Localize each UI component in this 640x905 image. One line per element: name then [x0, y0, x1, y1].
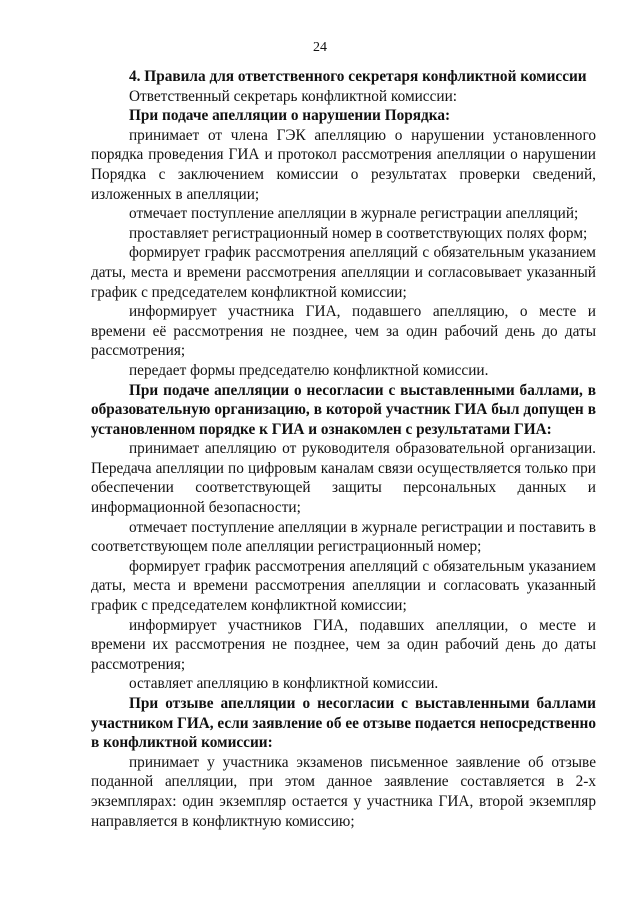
section-heading: При подаче апелляции о несогласии с выставленными баллами, в образовательную организацию, в которой участник ГИА был допущен в установленном порядке к ГИА и ознакомлен с результатами ГИА: — [91, 381, 596, 438]
section-heading: При подаче апелляции о нарушении Порядка: — [129, 107, 451, 125]
paragraph: принимает апелляцию от руководителя образовательной организации. Передача апелляции по цифровым каналам связи осуществляется только при обеспечении соответствующей защиты персональных данных и информационной безопасности; — [91, 440, 596, 517]
document-body — [91, 67, 596, 831]
paragraph: проставляет регистрационный номер в соответствующих полях форм; — [129, 224, 588, 242]
paragraph: передает формы председателю конфликтной комиссии. — [129, 361, 489, 379]
paragraph: формирует график рассмотрения апелляций с обязательным указанием даты, места и времени рассмотрения апелляции и согласовать указанный график с председателем конфликтной комиссии; — [91, 557, 596, 615]
paragraph: формирует график рассмотрения апелляций с обязательным указанием даты, места и времени рассмотрения апелляции и согласовывает указанный график с председателем конфликтной комиссии; — [91, 244, 596, 301]
paragraph: принимает от члена ГЭК апелляцию о нарушении установленного порядка проведения ГИА и протокол рассмотрения апелляции о нарушении Порядка с заключением комиссии о результатах проверки сведений, изложенных в апелляции; — [91, 126, 596, 203]
paragraph: информирует участника ГИА, подавшего апелляцию, о месте и времени её рассмотрения не позднее, чем за один рабочий день до даты рассмотрения; — [91, 303, 596, 360]
paragraph: Ответственный секретарь конфликтной комиссии: — [129, 87, 458, 105]
paragraph: оставляет апелляцию в конфликтной комиссии. — [129, 675, 439, 693]
paragraph: отмечает поступление апелляции в журнале регистрации и поставить в соответствующем поле апелляции регистрационный номер; — [91, 518, 596, 556]
paragraph: отмечает поступление апелляции в журнале регистрации апелляций; — [129, 205, 579, 223]
paragraph: принимает у участника экзаменов письменное заявление об отзыве поданной апелляции, при этом данное заявление составляется в 2-х экземплярах: один экземпляр остается у участника ГИА, второй экземпляр направляется в конфликтную комиссию; — [91, 753, 596, 830]
paragraph: информирует участников ГИА, подавших апелляции, о месте и времени их рассмотрения не позднее, чем за один рабочий день до даты рассмотрения; — [91, 616, 596, 673]
page-number: 24 — [313, 40, 327, 55]
section-heading: 4. Правила для ответственного секретаря конфликтной комиссии — [129, 68, 587, 85]
section-heading: При отзыве апелляции о несогласии с выставленными баллами участником ГИА, если заявление об ее отзыве подается непосредственно в конфликтной комиссии: — [91, 695, 596, 752]
